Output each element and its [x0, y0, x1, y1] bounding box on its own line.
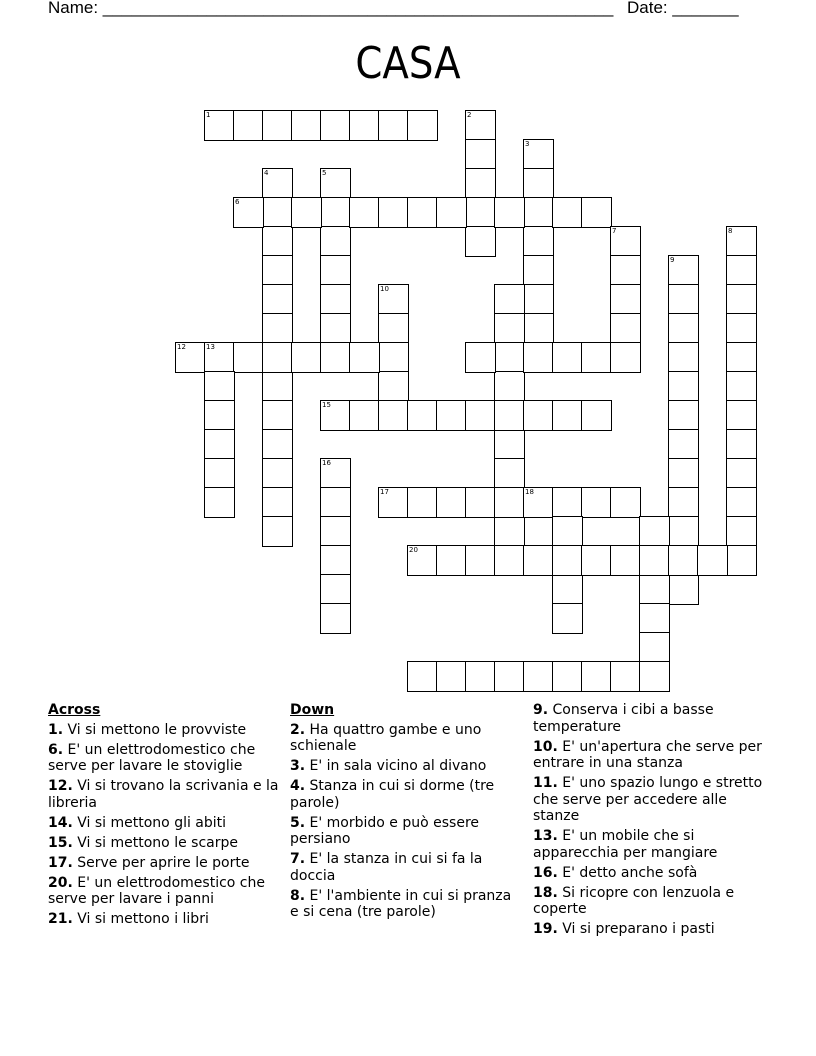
grid-cell[interactable] — [378, 197, 409, 228]
clue-item-text: E' l'ambiente in cui si pranza e si cena (tre parole) — [290, 887, 512, 920]
grid-cell[interactable] — [494, 313, 525, 344]
grid-cell[interactable] — [378, 371, 409, 402]
clue-item-number: 20. — [48, 874, 73, 891]
clue-item-number: 12. — [48, 778, 73, 794]
clue-item-text: E' in sala vicino al divano — [309, 758, 487, 774]
clue-number: 2 — [467, 111, 472, 119]
grid-cell[interactable] — [668, 574, 699, 605]
grid-cell[interactable] — [465, 342, 496, 373]
clue-number: 6 — [235, 198, 240, 206]
clue-item-number: 16. — [533, 864, 558, 881]
grid-cell[interactable] — [378, 110, 409, 141]
grid-cell[interactable] — [349, 110, 380, 141]
grid-cell[interactable] — [639, 603, 670, 634]
grid-cell[interactable] — [407, 197, 438, 228]
grid-cell[interactable] — [262, 197, 293, 228]
down-heading: Down — [290, 702, 335, 718]
grid-cell[interactable] — [407, 545, 438, 576]
grid-cell[interactable] — [494, 516, 525, 547]
clue-item-text: E' detto anche sofà — [562, 864, 698, 881]
grid-cell[interactable] — [407, 661, 438, 692]
grid-cell[interactable] — [552, 197, 583, 228]
grid-cell[interactable] — [204, 429, 235, 460]
grid-cell[interactable] — [291, 197, 322, 228]
grid-cell[interactable] — [581, 661, 612, 692]
grid-cell[interactable] — [407, 487, 438, 518]
clue-number: 4 — [264, 169, 269, 177]
grid-cell[interactable] — [320, 197, 351, 228]
clue-item-number: 4. — [290, 778, 306, 794]
grid-cell[interactable] — [726, 255, 757, 286]
grid-cell[interactable] — [610, 226, 641, 257]
grid-cell[interactable] — [262, 371, 293, 402]
clue-item-number: 5. — [290, 814, 306, 831]
across-heading: Across — [48, 702, 101, 718]
grid-cell[interactable] — [668, 487, 699, 518]
grid-cell[interactable] — [262, 255, 293, 286]
grid-cell[interactable] — [465, 400, 496, 431]
grid-cell[interactable] — [726, 429, 757, 460]
clue-item — [533, 921, 773, 938]
grid-cell[interactable] — [262, 400, 293, 431]
grid-cell[interactable] — [668, 313, 699, 344]
grid-cell[interactable] — [320, 516, 351, 547]
grid-cell[interactable] — [436, 197, 467, 228]
grid-cell[interactable] — [668, 545, 699, 576]
grid-cell[interactable] — [349, 342, 380, 373]
grid-cell[interactable] — [552, 487, 583, 518]
grid-cell[interactable] — [552, 400, 583, 431]
grid-cell[interactable] — [726, 400, 757, 431]
grid-cell[interactable] — [233, 342, 264, 373]
grid-cell[interactable] — [494, 458, 525, 489]
clue-item-number: 2. — [290, 721, 306, 738]
grid-cell[interactable] — [581, 342, 612, 373]
grid-cell[interactable] — [262, 313, 293, 344]
grid-cell[interactable] — [233, 110, 264, 141]
grid-cell[interactable] — [262, 226, 293, 257]
clue-number: 7 — [612, 227, 617, 235]
page-title: CASA — [355, 38, 461, 89]
grid-cell[interactable] — [204, 400, 235, 431]
grid-cell[interactable] — [552, 545, 583, 576]
grid-cell[interactable] — [726, 545, 757, 576]
grid-cell[interactable] — [320, 574, 351, 605]
grid-cell[interactable] — [320, 458, 351, 489]
grid-cell[interactable] — [494, 429, 525, 460]
clue-item-text: Vi si mettono le provviste — [67, 721, 247, 738]
grid-cell[interactable] — [262, 110, 293, 141]
clue-number: 20 — [409, 546, 418, 554]
grid-cell[interactable] — [320, 545, 351, 576]
grid-cell[interactable] — [610, 255, 641, 286]
grid-cell[interactable] — [291, 342, 322, 373]
grid-cell[interactable] — [610, 284, 641, 315]
clue-item — [290, 778, 522, 811]
grid-cell[interactable] — [262, 429, 293, 460]
grid-cell[interactable] — [204, 110, 235, 141]
clue-item-number: 7. — [290, 851, 306, 867]
clue-item-text: E' un mobile che si apparecchia per mangiare — [533, 828, 718, 861]
grid-cell[interactable] — [668, 371, 699, 402]
grid-cell[interactable] — [320, 342, 351, 373]
clue-number: 9 — [670, 256, 675, 264]
grid-cell[interactable] — [523, 139, 554, 170]
grid-cell[interactable] — [436, 400, 467, 431]
clue-item-text: Vi si preparano i pasti — [562, 921, 715, 937]
grid-cell[interactable] — [668, 458, 699, 489]
clue-number: 5 — [322, 169, 327, 177]
grid-cell[interactable] — [436, 545, 467, 576]
grid-cell[interactable] — [378, 400, 409, 431]
grid-cell[interactable] — [465, 168, 496, 199]
grid-cell[interactable] — [610, 342, 641, 373]
clue-number: 17 — [380, 488, 389, 496]
grid-cell[interactable] — [494, 371, 525, 402]
clue-item — [48, 875, 280, 908]
grid-cell[interactable] — [726, 226, 757, 257]
clue-item-number: 10. — [533, 738, 558, 755]
clue-item — [290, 888, 522, 921]
clue-item — [533, 828, 773, 861]
grid-cell[interactable] — [349, 400, 380, 431]
clue-item-text: E' un'apertura che serve per entrare in una stanza — [533, 738, 762, 771]
grid-cell[interactable] — [494, 197, 525, 228]
grid-cell[interactable] — [262, 168, 293, 199]
clue-item-number: 1. — [48, 721, 64, 738]
grid-cell[interactable] — [320, 168, 351, 199]
grid-cell[interactable] — [523, 661, 554, 692]
grid-cell[interactable] — [320, 110, 351, 141]
grid-cell[interactable] — [523, 255, 554, 286]
clue-item-text: E' uno spazio lungo e stretto che serve per accedere alle stanze — [533, 775, 763, 824]
grid-cell[interactable] — [639, 516, 670, 547]
grid-cell[interactable] — [436, 661, 467, 692]
clue-item — [533, 775, 773, 825]
grid-cell[interactable] — [726, 284, 757, 315]
grid-cell[interactable] — [465, 197, 496, 228]
clue-item — [48, 722, 280, 739]
grid-cell[interactable] — [523, 342, 554, 373]
clue-item — [48, 855, 280, 872]
down-clues — [290, 702, 522, 924]
grid-cell[interactable] — [726, 371, 757, 402]
clue-item-number: 8. — [290, 887, 306, 904]
clue-item-text: Ha quattro gambe e uno schienale — [290, 721, 482, 754]
grid-cell[interactable] — [204, 487, 235, 518]
clue-item-text: Si ricopre con lenzuola e coperte — [533, 884, 735, 917]
grid-cell[interactable] — [262, 487, 293, 518]
name-field-label: Name: ______________________________________________________ — [48, 0, 614, 17]
grid-cell[interactable] — [523, 545, 554, 576]
grid-cell[interactable] — [494, 284, 525, 315]
grid-cell[interactable] — [523, 226, 554, 257]
clue-item-number: 14. — [48, 814, 73, 831]
clue-item-number: 3. — [290, 758, 306, 774]
grid-cell[interactable] — [726, 342, 757, 373]
grid-cell[interactable] — [639, 545, 670, 576]
grid-cell[interactable] — [552, 574, 583, 605]
grid-cell[interactable] — [378, 284, 409, 315]
grid-cell[interactable] — [726, 487, 757, 518]
grid-cell[interactable] — [552, 603, 583, 634]
grid-cell[interactable] — [523, 168, 554, 199]
grid-cell[interactable] — [552, 342, 583, 373]
clue-item-text: Vi si mettono gli abiti — [77, 814, 227, 831]
grid-cell[interactable] — [204, 458, 235, 489]
clue-item-text: E' un elettrodomestico che serve per lavare i panni — [48, 874, 265, 907]
clue-item-number: 9. — [533, 702, 549, 718]
clue-item — [533, 865, 773, 882]
grid-cell[interactable] — [320, 487, 351, 518]
clue-number: 16 — [322, 459, 331, 467]
grid-cell[interactable] — [349, 197, 380, 228]
grid-cell[interactable] — [494, 487, 525, 518]
grid-cell[interactable] — [262, 516, 293, 547]
clue-item-number: 19. — [533, 921, 558, 937]
grid-cell[interactable] — [581, 197, 612, 228]
grid-cell[interactable] — [175, 342, 206, 373]
clue-number: 15 — [322, 401, 331, 409]
grid-cell[interactable] — [494, 661, 525, 692]
clue-item — [48, 778, 280, 811]
clue-item-number: 18. — [533, 884, 558, 901]
grid-cell[interactable] — [436, 487, 467, 518]
clue-item-text: Vi si trovano la scrivania e la libreria — [48, 778, 279, 811]
grid-cell[interactable] — [668, 516, 699, 547]
grid-cell[interactable] — [668, 400, 699, 431]
clue-item — [48, 835, 280, 852]
clue-number: 18 — [525, 488, 534, 496]
grid-cell[interactable] — [494, 342, 525, 373]
grid-cell[interactable] — [668, 429, 699, 460]
grid-cell[interactable] — [320, 255, 351, 286]
clue-item-text: Serve per aprire le porte — [77, 854, 250, 871]
grid-cell[interactable] — [407, 110, 438, 141]
clue-item — [533, 702, 773, 735]
grid-cell[interactable] — [668, 342, 699, 373]
grid-cell[interactable] — [581, 487, 612, 518]
grid-cell[interactable] — [697, 545, 728, 576]
grid-cell[interactable] — [465, 487, 496, 518]
grid-cell[interactable] — [262, 342, 293, 373]
grid-cell[interactable] — [320, 284, 351, 315]
clue-item — [290, 851, 522, 884]
date-field-label: Date: _______ — [627, 0, 739, 17]
clue-item — [48, 815, 280, 832]
grid-cell[interactable] — [378, 342, 409, 373]
clue-number: 3 — [525, 140, 530, 148]
clue-item-text: E' la stanza in cui si fa la doccia — [290, 851, 483, 884]
grid-cell[interactable] — [320, 603, 351, 634]
down-clues-continued — [533, 702, 773, 941]
across-clues — [48, 702, 280, 931]
grid-cell[interactable] — [320, 400, 351, 431]
clue-item — [533, 739, 773, 772]
clue-item-text: Vi si mettono i libri — [77, 911, 209, 927]
grid-cell[interactable] — [465, 545, 496, 576]
grid-cell[interactable] — [291, 110, 322, 141]
grid-cell[interactable] — [233, 197, 264, 228]
grid-cell[interactable] — [378, 487, 409, 518]
grid-cell[interactable] — [523, 197, 554, 228]
grid-cell[interactable] — [262, 458, 293, 489]
clue-item-number: 17. — [48, 854, 73, 871]
clue-item-text: Stanza in cui si dorme (tre parole) — [290, 778, 495, 811]
grid-cell[interactable] — [407, 400, 438, 431]
grid-cell[interactable] — [465, 110, 496, 141]
clue-number: 12 — [177, 343, 186, 351]
clue-item-number: 21. — [48, 911, 73, 927]
grid-cell[interactable] — [610, 661, 641, 692]
grid-cell[interactable] — [726, 516, 757, 547]
clue-item-number: 15. — [48, 834, 73, 851]
grid-cell[interactable] — [581, 545, 612, 576]
clue-item — [48, 911, 280, 928]
clue-item-number: 11. — [533, 775, 558, 791]
grid-cell[interactable] — [581, 400, 612, 431]
grid-cell[interactable] — [726, 458, 757, 489]
grid-cell[interactable] — [262, 284, 293, 315]
clue-item-text: E' morbido e può essere persiano — [290, 814, 480, 847]
clue-item — [533, 885, 773, 918]
grid-cell[interactable] — [523, 313, 554, 344]
grid-cell[interactable] — [639, 632, 670, 663]
clue-number: 13 — [206, 343, 215, 351]
grid-cell[interactable] — [523, 487, 554, 518]
grid-cell[interactable] — [465, 226, 496, 257]
clue-item-number: 13. — [533, 828, 558, 844]
grid-cell[interactable] — [204, 342, 235, 373]
clue-item-text: Vi si mettono le scarpe — [77, 834, 238, 851]
grid-cell[interactable] — [610, 313, 641, 344]
grid-cell[interactable] — [320, 313, 351, 344]
clue-item — [290, 722, 522, 755]
clue-item-number: 6. — [48, 741, 64, 758]
clue-item — [48, 742, 280, 775]
grid-cell[interactable] — [639, 574, 670, 605]
grid-cell[interactable] — [610, 487, 641, 518]
clue-item-text: Conserva i cibi a basse temperature — [533, 702, 714, 735]
clue-item — [290, 758, 522, 775]
grid-cell[interactable] — [552, 516, 583, 547]
grid-cell[interactable] — [552, 661, 583, 692]
grid-cell[interactable] — [465, 661, 496, 692]
grid-cell[interactable] — [494, 545, 525, 576]
grid-cell[interactable] — [320, 226, 351, 257]
grid-cell[interactable] — [610, 545, 641, 576]
clue-number: 8 — [728, 227, 733, 235]
grid-cell[interactable] — [204, 371, 235, 402]
grid-cell[interactable] — [639, 661, 670, 692]
clue-item — [290, 815, 522, 848]
grid-cell[interactable] — [465, 139, 496, 170]
clue-number: 10 — [380, 285, 389, 293]
grid-cell[interactable] — [726, 313, 757, 344]
clue-item-text: E' un elettrodomestico che serve per lavare le stoviglie — [48, 741, 256, 774]
grid-cell[interactable] — [668, 284, 699, 315]
grid-cell[interactable] — [494, 400, 525, 431]
grid-cell[interactable] — [523, 400, 554, 431]
grid-cell[interactable] — [523, 284, 554, 315]
grid-cell[interactable] — [668, 255, 699, 286]
clue-number: 1 — [206, 111, 211, 119]
grid-cell[interactable] — [378, 313, 409, 344]
